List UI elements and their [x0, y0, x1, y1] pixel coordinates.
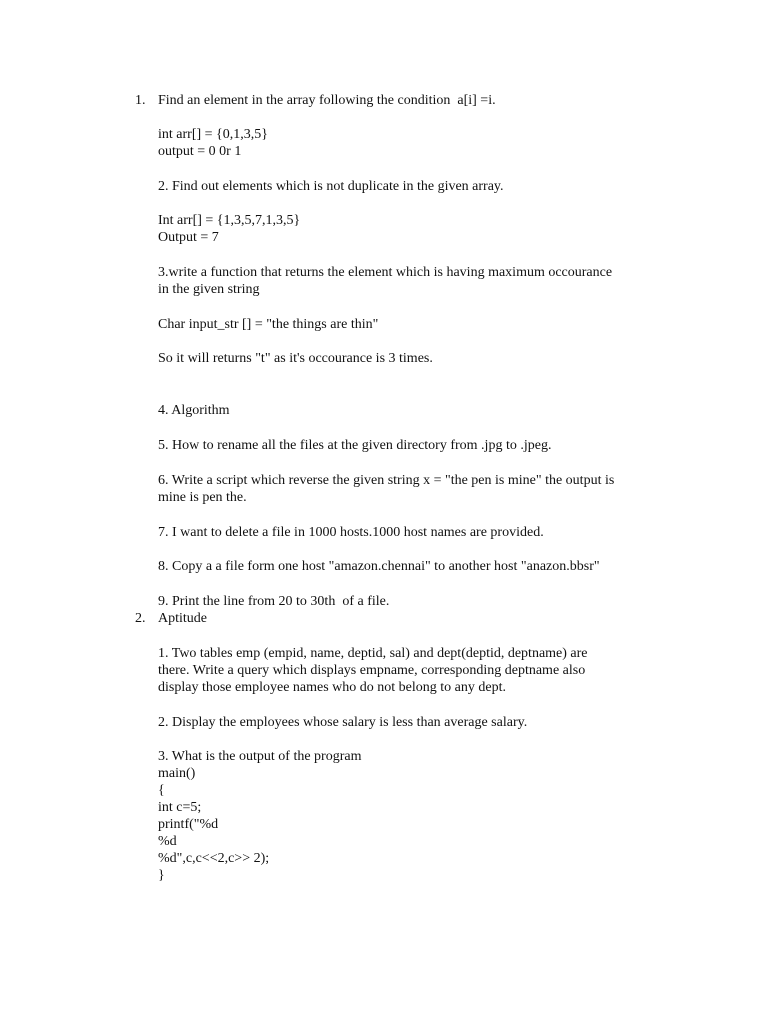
- code-line: int c=5;: [158, 800, 202, 815]
- code-line: main(): [158, 766, 196, 781]
- code-line: output = 0 0r 1: [158, 144, 242, 159]
- question-text: in the given string: [158, 282, 260, 297]
- question-text: 6. Write a script which reverse the given string x = "the pen is mine" the output is: [158, 473, 615, 488]
- code-line: {: [158, 783, 165, 798]
- code-line: %d",c,c<<2,c>> 2);: [158, 851, 270, 866]
- code-line: Char input_str [] = "the things are thin": [158, 317, 379, 332]
- answer-text: So it will returns "t" as it's occourance is 3 times.: [158, 351, 433, 366]
- question-text: 7. I want to delete a file in 1000 hosts.1000 host names are provided.: [158, 525, 544, 540]
- question-text: 9. Print the line from 20 to 30th of a file.: [158, 594, 390, 609]
- question-1-text: Find an element in the array following the condition a[i] =i.: [158, 93, 496, 108]
- code-line: printf("%d: [158, 817, 219, 832]
- question-text: 5. How to rename all the files at the given directory from .jpg to .jpeg.: [158, 438, 552, 453]
- list-number-1: 1.: [135, 93, 146, 108]
- code-line: Output = 7: [158, 230, 219, 245]
- question-text: 2. Display the employees whose salary is less than average salary.: [158, 715, 528, 730]
- question-text: 3.write a function that returns the element which is having maximum occourance: [158, 265, 613, 280]
- question-text: 1. Two tables emp (empid, name, deptid, sal) and dept(deptid, deptname) are: [158, 646, 588, 661]
- question-text: 8. Copy a a file form one host "amazon.chennai" to another host "anazon.bbsr": [158, 559, 600, 574]
- question-text: 2. Find out elements which is not duplicate in the given array.: [158, 179, 504, 194]
- question-text: mine is pen the.: [158, 490, 247, 505]
- list-number-2: 2.: [135, 611, 146, 626]
- question-text: 4. Algorithm: [158, 403, 230, 418]
- question-text: 3. What is the output of the program: [158, 749, 362, 764]
- code-line: }: [158, 868, 165, 883]
- code-line: %d: [158, 834, 177, 849]
- code-line: int arr[] = {0,1,3,5}: [158, 127, 268, 142]
- code-line: Int arr[] = {1,3,5,7,1,3,5}: [158, 213, 301, 228]
- question-text: display those employee names who do not belong to any dept.: [158, 680, 506, 695]
- section-heading: Aptitude: [158, 611, 207, 626]
- question-text: there. Write a query which displays empname, corresponding deptname also: [158, 663, 586, 678]
